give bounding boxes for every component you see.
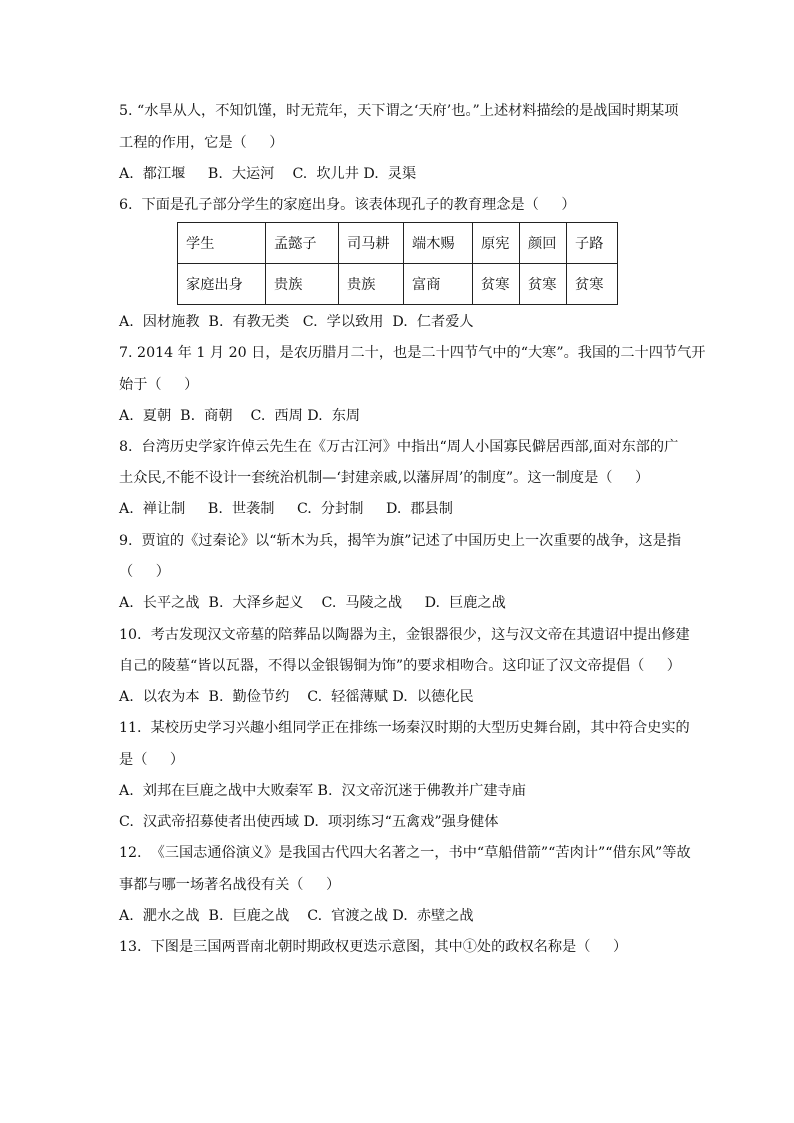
q8-stem-line1: 8. 台湾历史学家许倬云先生在《万古江河》中指出“周人小国寡民僻居西部,面对东部的广 (119, 439, 679, 455)
q10-stem-line2: 自己的陵墓“皆以瓦器，不得以金银锡铜为饰”的要求相吻合。这印证了汉文帝提倡（ ） (119, 658, 681, 674)
table-cell: 富商 (404, 264, 473, 305)
q5-stem-line1: 5. “水旱从人，不知饥馑，时无荒年，天下谓之‘天府’也。”上述材料描绘的是战国时期某项 (119, 103, 679, 119)
q9-stem-line1: 9. 贾谊的《过秦论》以“斩木为兵，揭竿为旗”记述了中国历史上一次重要的战争，这是指 (119, 533, 682, 549)
table-cell: 贫寒 (567, 264, 618, 305)
q7-stem-line2: 始于（ ） (119, 377, 199, 393)
table-cell: 颜回 (520, 223, 567, 264)
table-row (178, 264, 618, 305)
q9-stem-line2: （ ） (119, 564, 170, 580)
table-cell: 贵族 (339, 264, 404, 305)
table-cell: 孟懿子 (266, 223, 339, 264)
q11-stem-line1: 11. 某校历史学习兴趣小组同学正在排练一场秦汉时期的大型历史舞台剧，其中符合史实的 (119, 720, 690, 736)
q8-options: A. 禅让制 B. 世袭制 C. 分封制 D. 郡县制 (119, 501, 453, 517)
q12-stem-line2: 事都与哪一场著名战役有关（ ） (119, 877, 341, 893)
q10-stem-line1: 10. 考古发现汉文帝墓的陪葬品以陶器为主，金银器很少，这与汉文帝在其遗诏中提出修建 (119, 627, 690, 643)
table-cell: 家庭出身 (178, 264, 266, 305)
q5-stem-line2: 工程的作用，它是（ ） (119, 135, 284, 151)
q13-stem: 13. 下图是三国两晋南北朝时期政权更迭示意图，其中①处的政权名称是（ ） (119, 939, 628, 955)
q11-options-line1: A. 刘邦在巨鹿之战中大败秦军 B. 汉文帝沉迷于佛教并广建寺庙 (119, 783, 526, 799)
q8-stem-line2: 土众民,不能不设计一套统治机制—‘封建亲戚,以藩屏周’的制度”。这一制度是（ ） (119, 470, 650, 486)
q6-stem: 6. 下面是孔子部分学生的家庭出身。该表体现孔子的教育理念是（ ） (119, 197, 576, 213)
q9-options: A. 长平之战 B. 大泽乡起义 C. 马陵之战 D. 巨鹿之战 (119, 595, 506, 611)
q11-stem-line2: 是（ ） (119, 752, 185, 768)
table-cell: 子路 (567, 223, 618, 264)
table-cell: 原宪 (473, 223, 520, 264)
table-cell: 司马耕 (339, 223, 404, 264)
table-cell: 学生 (178, 223, 266, 264)
student-family-table (177, 222, 618, 305)
q11-options-line2: C. 汉武帝招募使者出使西域 D. 项羽练习“五禽戏”强身健体 (119, 814, 499, 830)
table-cell: 端木赐 (404, 223, 473, 264)
table-row (178, 223, 618, 264)
table-cell: 贫寒 (473, 264, 520, 305)
q12-stem-line1: 12. 《三国志通俗演义》是我国古代四大名著之一，书中“草船借箭”“苦肉计”“借东风”等故 (119, 845, 691, 861)
q5-options: A. 都江堰 B. 大运河 C. 坎儿井 D. 灵渠 (119, 166, 417, 182)
q6-options: A. 因材施教 B. 有教无类 C. 学以致用 D. 仁者爱人 (119, 314, 474, 330)
q7-stem-line1: 7. 2014 年 1 月 20 日，是农历腊月二十，也是二十四节气中的“大寒”。我国的二十四节气开 (119, 345, 706, 361)
q10-options: A. 以农为本 B. 勤俭节约 C. 轻徭薄赋 D. 以德化民 (119, 689, 474, 705)
table-cell: 贫寒 (520, 264, 567, 305)
q7-options: A. 夏朝 B. 商朝 C. 西周 D. 东周 (119, 408, 361, 424)
table-cell: 贵族 (266, 264, 339, 305)
q12-options: A. 淝水之战 B. 巨鹿之战 C. 官渡之战 D. 赤壁之战 (119, 908, 474, 924)
